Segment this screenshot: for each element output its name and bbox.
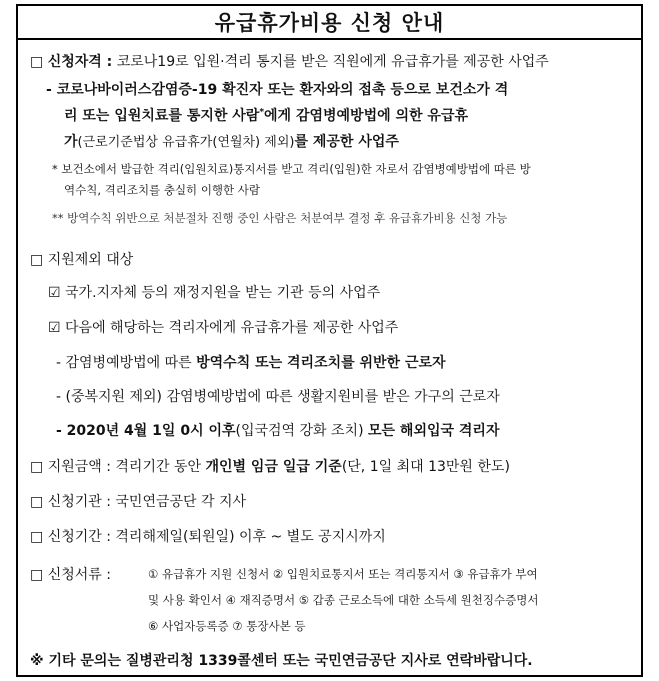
checkbox-empty-icon: □ bbox=[30, 252, 44, 268]
documents-label: 신청서류 : bbox=[47, 567, 111, 583]
amount-row: □ 지원금액 : 격리기간 동안 개인별 임금 일급 기준(단, 1일 최대 13만원 한도) bbox=[30, 459, 510, 475]
checkbox-checked-icon: ☑ bbox=[48, 285, 61, 301]
exclusion-sub2: - (중복지원 제외) 감염병예방법에 따른 생활지원비를 받은 가구의 근로자 bbox=[56, 389, 500, 405]
eligibility-detail-line2: 리 또는 입원치료를 통지한 사람*에게 감염병예방법에 의한 유급휴 bbox=[64, 107, 468, 124]
note1-line1: * 보건소에서 발급한 격리(입원치료)통지서를 받고 격리(입원)한 자로서 감염병예방법에 따른 방 bbox=[52, 162, 531, 176]
documents-line1: ① 유급휴가 지원 신청서 ② 입원치료통지서 또는 격리통지서 ③ 유급휴가 부여 bbox=[148, 567, 538, 581]
note2: ** 방역수칙 위반으로 처분절차 진행 중인 사람은 처분여부 결정 후 유급휴가비용 신청 가능 bbox=[52, 211, 508, 225]
checkbox-empty-icon: □ bbox=[30, 494, 44, 510]
exclusion-label: 지원제외 대상 bbox=[47, 252, 134, 268]
exclusion-row bbox=[30, 249, 133, 269]
documents-line3: ⑥ 사업자등록증 ⑦ 통장사본 등 bbox=[148, 619, 306, 633]
exclusion-item1: ☑ 국가.지자체 등의 재정지원을 받는 기관 등의 사업주 bbox=[48, 285, 381, 301]
agency-row: □ 신청기관 : 국민연금공단 각 지사 bbox=[30, 494, 247, 510]
exclusion-sub1: - 감염병예방법에 따른 방역수칙 또는 격리조치를 위반한 근로자 bbox=[56, 355, 446, 371]
documents-line2: 및 사용 확인서 ④ 재직증명서 ⑤ 갑종 근로소득에 대한 소득세 원천징수증명서 bbox=[148, 593, 539, 607]
exclusion-sub3: - 2020년 4월 1일 0시 이후(입국검역 강화 조치) 모든 해외입국 격리자 bbox=[56, 423, 500, 439]
period-label: 신청기간 : bbox=[47, 529, 111, 545]
documents-row bbox=[30, 564, 111, 584]
checkbox-checked-icon: ☑ bbox=[48, 320, 61, 336]
footer-note: ※ 기타 문의는 질병관리청 1339콜센터 또는 국민연금공단 지사로 연락바랍니다. bbox=[30, 653, 533, 669]
note1-line2: 역수칙, 격리조치를 충실히 이행한 사람 bbox=[64, 183, 261, 197]
eligibility-detail-line1: - 코로나바이러스감염증-19 확진자 또는 환자와의 접촉 등으로 보건소가 격 bbox=[46, 82, 509, 98]
checkbox-empty-icon: □ bbox=[30, 567, 44, 583]
eligibility-text: 코로나19로 입원·격리 통지를 받은 직원에게 유급휴가를 제공한 사업주 bbox=[116, 54, 549, 70]
eligibility-row bbox=[30, 51, 549, 71]
eligibility-label: 신청자격 : bbox=[47, 54, 113, 70]
eligibility-detail-line3: 가(근로기준법상 유급휴가(연월차) 제외)를 제공한 사업주 bbox=[64, 134, 399, 150]
checkbox-empty-icon: □ bbox=[30, 54, 44, 70]
amount-label: 지원금액 : bbox=[47, 459, 111, 475]
notice-box bbox=[16, 4, 643, 677]
exclusion-item2: ☑ 다음에 해당하는 격리자에게 유급휴가를 제공한 사업주 bbox=[48, 320, 399, 336]
page-title: 유급휴가비용 신청 안내 bbox=[18, 6, 641, 40]
agency-label: 신청기관 : bbox=[47, 494, 111, 510]
period-row: □ 신청기간 : 격리해제일(퇴원일) 이후 ~ 별도 공지시까지 bbox=[30, 529, 386, 545]
checkbox-empty-icon: □ bbox=[30, 529, 44, 545]
checkbox-empty-icon: □ bbox=[30, 459, 44, 475]
